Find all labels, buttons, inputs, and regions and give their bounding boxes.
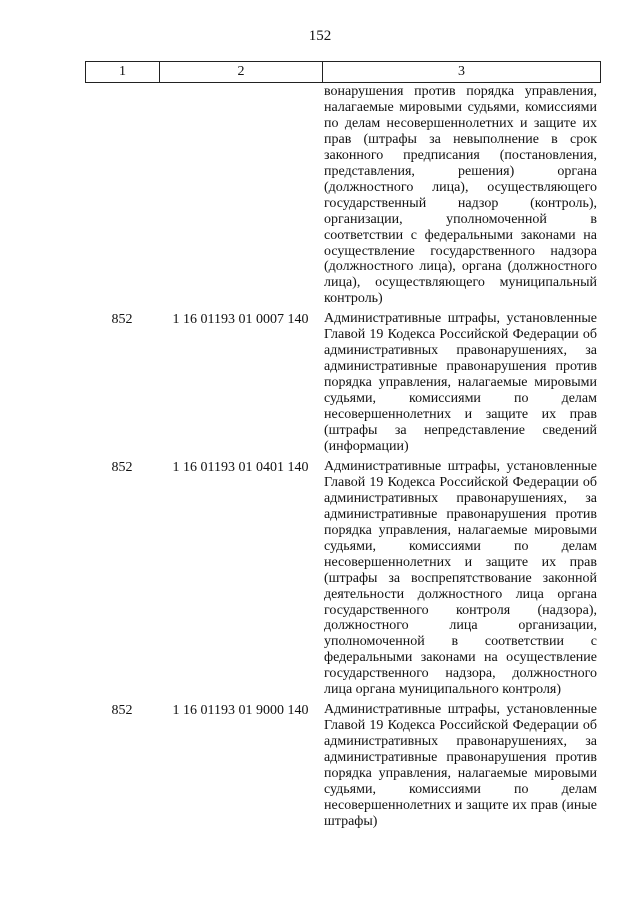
header-col-1: 1	[86, 62, 160, 82]
table-row	[85, 311, 601, 455]
description: Административные штрафы, установленные Главой 19 Кодекса Российской Федерации об административных правонарушениях, за административные правонарушения против порядка управления, налагаемые мировыми судьями, комиссиями по делам несовершеннолетних и защите их прав (иные штрафы)	[324, 702, 597, 829]
admin-code: 852	[111, 459, 133, 475]
table-row	[85, 459, 601, 698]
table-body	[85, 84, 601, 830]
table-header	[85, 61, 601, 83]
description: Административные штрафы, установленные Главой 19 Кодекса Российской Федерации об административных правонарушениях, за административные правонарушения против порядка управления, налагаемые мировыми судьями, комиссиями по делам несовершеннолетних и защите их прав (штрафы за воспрепятствование законной деятельности должностного лица органа государственного контроля (надзора), должностного лица организации, уполномоченной в соответствии с федеральными законами на осуществление государственного надзора, должностного лица органа муниципального контроля)	[324, 458, 597, 698]
budget-code: 1 16 01193 01 0401 140	[172, 459, 309, 475]
description: Административные штрафы, установленные Главой 19 Кодекса Российской Федерации об административных правонарушениях, за административные правонарушения против порядка управления, налагаемые мировыми судьями, комиссиями по делам несовершеннолетних и защите их прав (штрафы за непредставление сведений (информации)	[324, 311, 597, 454]
admin-code: 852	[111, 703, 133, 719]
page-number: 152	[308, 28, 332, 44]
header-col-3: 3	[458, 64, 465, 79]
admin-code	[85, 84, 159, 307]
admin-code: 852	[111, 312, 133, 328]
budget-code	[159, 84, 322, 307]
budget-code: 1 16 01193 01 0007 140	[172, 312, 309, 328]
table-row	[85, 84, 601, 307]
description: вонарушения против порядка управления, налагаемые мировыми судьями, комиссиями по делам несовершеннолетних и защите их прав (штрафы за невыполнение в срок законного предписания (постановления, представления, решения) органа (должностного лица), осуществляющего государственный надзор (контроль), организации, уполномоченной в соответствии с федеральными законами на осуществление государственного надзора (должностного лица), органа (должностного лица), осуществляющего муниципальный контроль)	[324, 84, 597, 307]
table-row	[85, 702, 601, 830]
header-col-2: 2	[160, 62, 323, 82]
budget-code: 1 16 01193 01 9000 140	[172, 703, 309, 719]
